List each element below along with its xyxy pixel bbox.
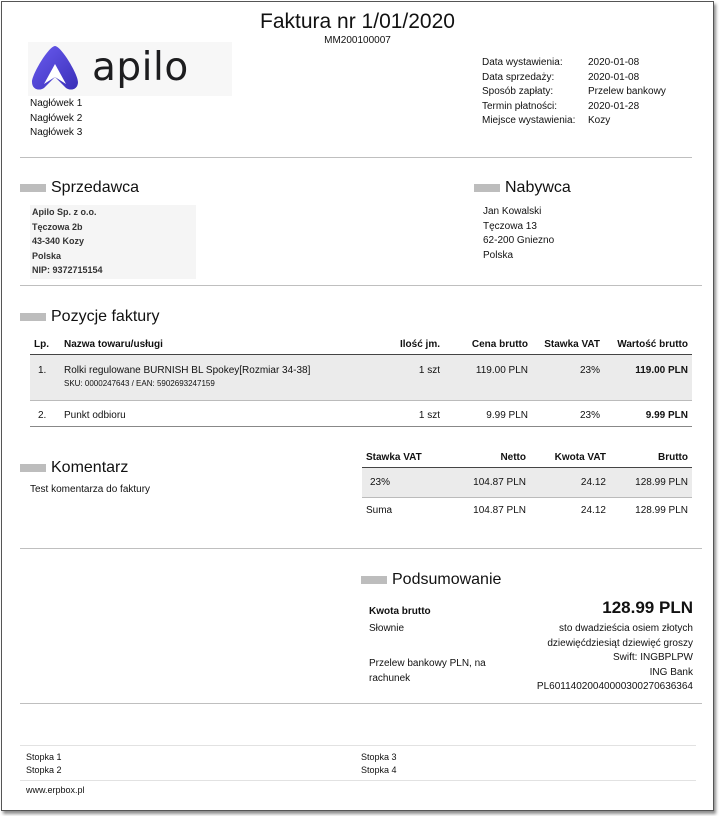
col-price: Cena brutto (444, 335, 532, 355)
buyer-heading-text: Nabywca (505, 179, 571, 196)
col-qty: Ilość jm. (376, 335, 444, 355)
bank-line: Swift: INGBPLPW (612, 652, 693, 663)
seller-line: Polska (32, 250, 62, 261)
section-marker (20, 184, 46, 192)
seller-line: Tęczowa 2b (32, 221, 83, 232)
transfer-label: rachunek (369, 672, 411, 684)
items-heading-text: Pozycje faktury (51, 308, 160, 325)
cell-vat: 23% (532, 355, 604, 401)
buyer-details (483, 205, 554, 263)
footer-line: Stopka 3 (361, 752, 397, 762)
logo-text: apilo (92, 45, 189, 90)
meta-label: Sposób zapłaty: (482, 86, 554, 97)
footer-left (26, 751, 62, 776)
meta-label: Termin płatności: (482, 100, 558, 112)
words-line: dziewięćdziesiąt dziewięć groszy (547, 637, 693, 649)
divider (20, 285, 702, 286)
items-heading (20, 308, 159, 326)
cell-total: 119.00 PLN (604, 355, 692, 401)
cell-qty: 1 szt (376, 355, 444, 401)
buyer-line: Polska (483, 249, 514, 261)
divider (20, 157, 692, 158)
apilo-logo-icon (30, 44, 80, 92)
invoice-meta (482, 56, 666, 129)
cell-rate: 23% (362, 468, 448, 498)
cell-vat-amount: 24.12 (530, 468, 610, 498)
meta-value: 2020-01-08 (588, 71, 640, 83)
meta-label: Data wystawienia: (482, 57, 563, 68)
table-row (30, 355, 692, 401)
footer-line: Stopka 2 (26, 764, 62, 775)
col-lp: Lp. (30, 335, 60, 355)
divider (20, 703, 702, 704)
seller-heading-text: Sprzedawca (51, 179, 140, 196)
header-lines (30, 97, 82, 141)
transfer-label: Przelew bankowy PLN, na (369, 658, 486, 669)
vat-header-row (362, 448, 692, 468)
vat-table (362, 448, 692, 523)
buyer-heading (474, 179, 571, 197)
buyer-line: Tęczowa 13 (483, 220, 537, 232)
invoice-number: MM200100007 (324, 35, 391, 46)
meta-value: 2020-01-08 (588, 57, 640, 68)
invoice-title: Faktura nr 1/01/2020 (260, 10, 455, 33)
cell-lp: 1. (30, 355, 60, 401)
words-label: Słownie (369, 623, 405, 634)
buyer-line: 62-200 Gniezno (483, 235, 555, 246)
header-line: Nagłówek 1 (30, 98, 83, 109)
invoice-page (1, 1, 714, 811)
cell-sum-vat: 24.12 (580, 505, 606, 516)
gross-value: 128.99 PLN (602, 598, 693, 617)
header-line: Nagłówek 2 (30, 112, 83, 124)
section-marker (20, 313, 46, 321)
table-row (362, 468, 692, 498)
table-row-sum (362, 498, 692, 524)
meta-label: Miejsce wystawienia: (482, 115, 576, 126)
footer-line: Stopka 4 (361, 764, 397, 775)
comment-heading-text: Komentarz (51, 459, 129, 476)
summary-details (369, 598, 693, 695)
bank-account: PL60114020040000300270636364 (536, 681, 693, 692)
footer-line: Stopka 1 (26, 752, 62, 762)
section-marker (361, 576, 387, 584)
words-line: sto dwadzieścia osiem złotych (559, 623, 693, 634)
col-gross: Brutto (610, 448, 692, 468)
cell-name (60, 355, 376, 401)
comment-text: Test komentarza do faktury (30, 484, 151, 495)
seller-line: NIP: 9372715154 (32, 265, 103, 275)
seller-details (30, 205, 196, 279)
cell-price: 119.00 PLN (444, 355, 532, 401)
meta-label: Data sprzedaży: (482, 71, 555, 83)
cell-qty: 1 szt (376, 401, 444, 427)
col-total: Wartość brutto (604, 335, 692, 355)
cell-total: 9.99 PLN (604, 401, 692, 427)
cell-net: 104.87 PLN (448, 468, 530, 498)
item-sku: SKU: 0000247643 / EAN: 5902693247159 (64, 379, 215, 388)
col-name: Nazwa towaru/usługi (60, 335, 376, 355)
footer-right (361, 751, 397, 776)
cell-vat: 23% (532, 401, 604, 427)
meta-value: Kozy (588, 115, 611, 126)
buyer-line: Jan Kowalski (483, 206, 542, 217)
items-header-row (30, 335, 692, 355)
meta-value: 2020-01-28 (588, 100, 640, 112)
section-marker (20, 464, 46, 472)
cell-gross: 128.99 PLN (610, 468, 692, 498)
cell-lp: 2. (30, 401, 60, 427)
col-net: Netto (448, 448, 530, 468)
bank-line: ING Bank (649, 666, 693, 678)
divider (20, 780, 696, 781)
cell-sum-gross: 128.99 PLN (635, 505, 688, 516)
seller-line: Apilo Sp. z o.o. (32, 207, 97, 217)
seller-line: 43-340 Kozy (32, 236, 85, 246)
col-vat: Stawka VAT (532, 335, 604, 355)
item-name: Rolki regulowane BURNISH BL Spokey[Rozmiar 34-38] (64, 365, 311, 376)
cell-name (60, 401, 376, 427)
cell-sum-net: 104.87 PLN (473, 505, 526, 516)
meta-value: Przelew bankowy (588, 86, 666, 97)
col-vat-amount: Kwota VAT (530, 448, 610, 468)
seller-heading (20, 179, 139, 197)
summary-heading-text: Podsumowanie (392, 571, 502, 588)
table-row (30, 401, 692, 427)
summary-heading (361, 571, 501, 589)
item-name: Punkt odbioru (64, 410, 126, 421)
section-marker (474, 184, 500, 192)
gross-label: Kwota brutto (369, 606, 431, 617)
items-table (30, 335, 692, 427)
divider (20, 548, 702, 549)
divider (20, 745, 696, 746)
header-line: Nagłówek 3 (30, 127, 83, 138)
col-vat-rate: Stawka VAT (362, 448, 448, 468)
cell-sum-label: Suma (366, 505, 393, 516)
footer-site: www.erpbox.pl (26, 785, 85, 795)
comment-heading (20, 459, 128, 477)
cell-price: 9.99 PLN (444, 401, 532, 427)
